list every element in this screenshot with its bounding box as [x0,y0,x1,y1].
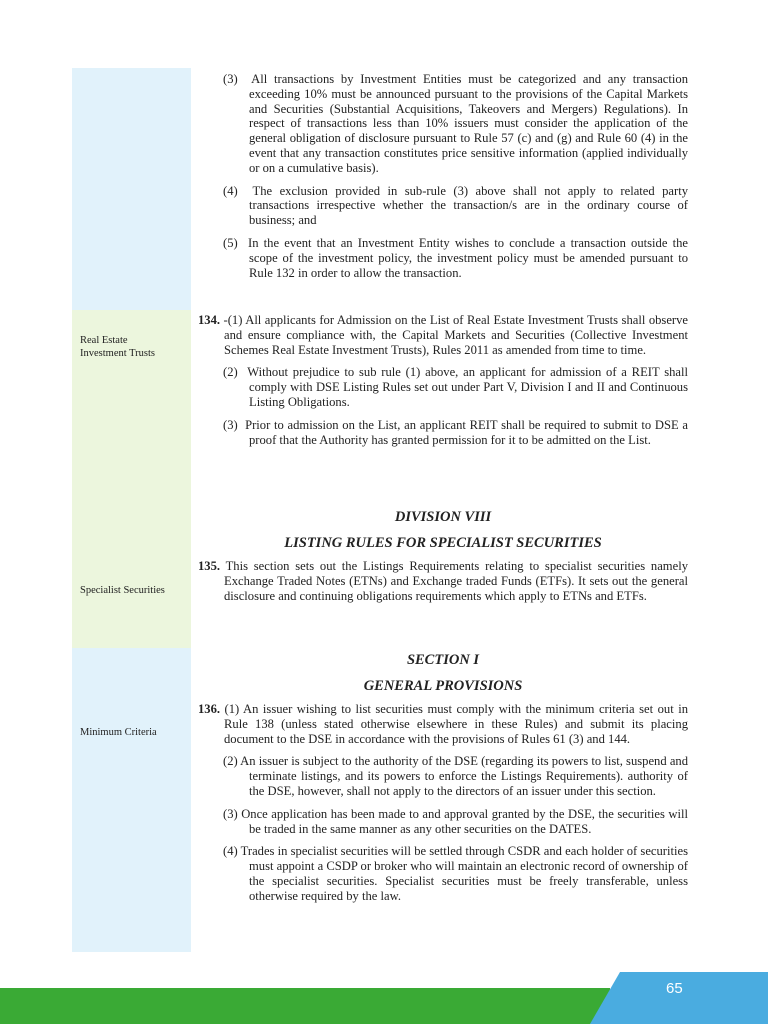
rule-136-paragraph-2: (2) An issuer is subject to the authority of the DSE (regarding its powers to list, suspend and terminate listings, and its powers to enforce the Listings Requirements). authority of the DSE, however, shall not apply to the directors of an issuer under this section. [223,754,688,798]
rule-133-body [198,72,688,288]
rule-133-paragraph-4: (4) The exclusion provided in sub-rule (3) above shall not apply to related party transactions irrespective whether the transaction/s are in the ordinary course of business; and [223,183,688,228]
rule-134-number: 134. [198,313,221,327]
rule-135-paragraph [198,559,688,603]
sidebar-band-rule133 [72,68,191,310]
page-number: 65 [666,980,683,997]
division-title: DIVISION VIII [394,509,492,525]
section-subtitle: GENERAL PROVISIONS [363,678,523,694]
rule-134-paragraph-3: (3) Prior to admission on the List, an applicant REIT shall be required to submit to DSE a proof that the Authority has granted permission for it to be admitted on the List. [223,417,688,447]
rule-135-body [198,559,688,611]
rule-134-body [198,313,688,455]
sidebar-band-reit [72,310,191,648]
rule-136-paragraph-1 [198,702,688,746]
sidebar-band-general [72,648,191,952]
rule-134-text: -(1) All applicants for Admission on the List of Real Estate Investment Trusts shall observe and ensure compliance with, the Capital Markets and Securities (Collective Investment Schemes Real Estate Investment Trusts), Rules 2011 as amended from time to time. [220,313,688,357]
rule-134-paragraph-2: (2) Without prejudice to sub rule (1) above, an applicant for admission of a REIT shall comply with DSE Listing Rules set out under Part V, Division I and II and Continuous Listing Obligations. [223,365,688,409]
rule-136-paragraph-4: (4) Trades in specialist securities will be settled through CSDR and each holder of securities must appoint a CSDP or broker who will maintain an electronic record of ownership of the specialist securities. Specialist securities must be freely transferable, unless otherwise required by the law. [223,844,688,903]
section-title: SECTION I [406,652,480,668]
rule-136-paragraph-3: (3) Once application has been made to and approval granted by the DSE, the securities will be traded in the same manner as any other securities on the DATES. [223,806,688,836]
footer-green-band [0,988,610,1024]
rule-136-number: 136. [198,702,221,716]
rule-136-body [198,702,688,912]
rule-136-text: (1) An issuer wishing to list securities must comply with the minimum criteria set out in Rule 138 (unless stated otherwise elsewhere in these Rules) and submit its placing document to the DSE in accordance with the provisions of Rules 61 (3) and 144. [220,702,688,746]
sidebar-label-specialist: Specialist Securities [80,585,165,596]
rule-133-paragraph-5: (5) In the event that an Investment Entity wishes to conclude a transaction outside the scope of the investment policy, the investment policy must be amended pursuant to Rule 132 in order to allow the transaction. [223,235,688,280]
sidebar-label-reit: Real Estate Investment Trusts [80,335,155,359]
sidebar-label-minimum-criteria: Minimum Criteria [80,727,157,738]
division-subtitle: LISTING RULES FOR SPECIALIST SECURITIES [284,535,602,551]
rule-135-number: 135. [198,559,221,573]
rule-133-paragraph-3: (3) All transactions by Investment Entities must be categorized and any transaction exceeding 10% must be announced pursuant to the provisions of the Capital Markets and Securities (Substantial Acquisitions, Takeovers and Mergers) Regulations). In respect of transactions less than 10% issuers must consider the application of the general obligation of disclosure pursuant to Rule 57 (c) and (g) and Rule 60 (4) in the event that any transaction constitutes price sensitive information (applied individually or on a cumulative basis). [223,72,688,175]
rule-135-text: This section sets out the Listings Requirements relating to specialist securities namely Exchange Traded Notes (ETNs) and Exchange traded Funds (ETFs). It sets out the general disclosure and continuing obligations requirements which apply to ETNs and ETFs. [220,559,688,603]
rule-134-paragraph-1 [198,313,688,357]
